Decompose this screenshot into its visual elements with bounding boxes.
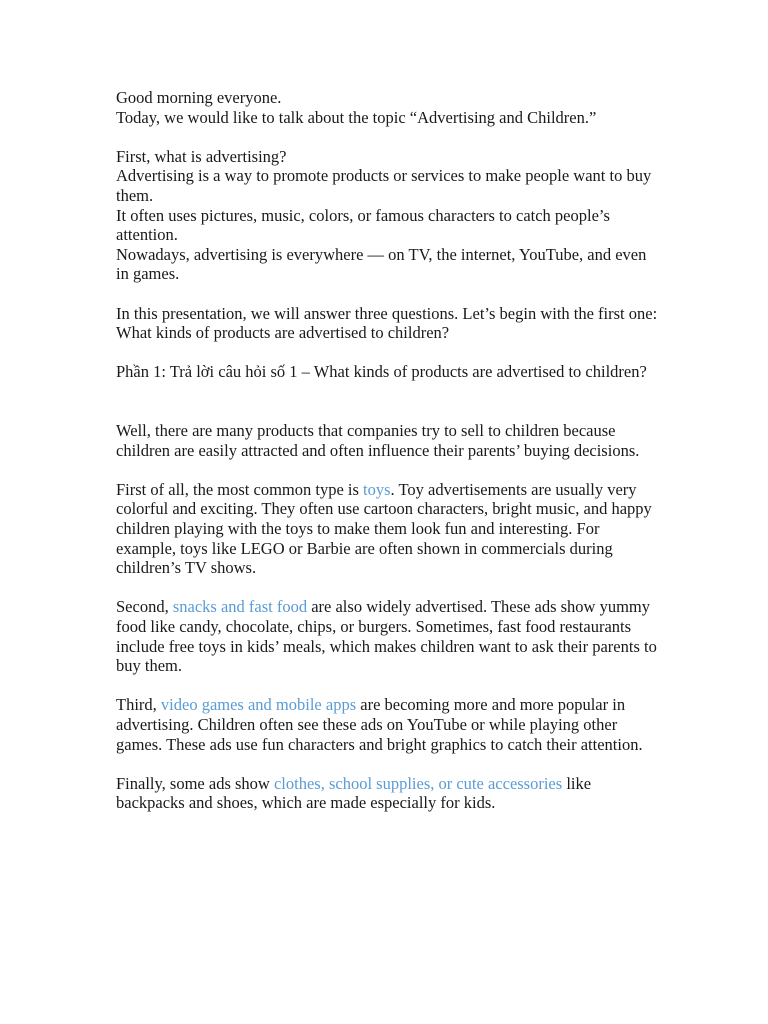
question-1-line: What kinds of products are advertised to children? [116, 323, 450, 343]
spacer [116, 578, 660, 598]
games-highlight: video games and mobile apps [160, 695, 357, 715]
spacer [116, 284, 660, 304]
toys-text-before: First of all, the most common type is [116, 479, 364, 499]
part-1-heading: Phần 1: Trả lời câu hỏi số 1 – What kinds of products are advertised to children? [116, 362, 647, 382]
everywhere-line: Nowadays, advertising is everywhere — on TV, the internet, YouTube, and even in games. [116, 244, 647, 284]
clothes-paragraph [116, 774, 660, 813]
greeting-line: Good morning everyone. [116, 88, 282, 107]
snacks-paragraph [116, 597, 660, 675]
spacer [116, 460, 660, 480]
toys-text-after: . Toy advertisements are usually very colorful and exciting. They often use cartoon characters, bright music, and happy children playing with the toys to make them look fun and interesting. For example, toys like LEGO or Barbie are often shown in commercials during children’s TV shows. [116, 479, 652, 578]
clothes-highlight: clothes, school supplies, or cute accessories [273, 773, 563, 793]
clothes-text-before: Finally, some ads show [116, 773, 274, 793]
games-text-before: Third, [116, 695, 161, 715]
toys-highlight: toys [363, 479, 391, 499]
snacks-text-after: are also widely advertised. These ads show yummy food like candy, chocolate, chips, or burgers. Sometimes, fast food restaurants include free toys in kids’ meals, which makes children want to ask their parents to buy them. [116, 597, 657, 676]
plan-line: In this presentation, we will answer three questions. Let’s begin with the first one: [116, 303, 658, 323]
document-body [116, 88, 660, 813]
games-text-after: are becoming more and more popular in advertising. Children often see these ads on YouTube or while playing other games. These ads use fun characters and bright graphics to catch their attention. [116, 695, 643, 754]
games-paragraph [116, 695, 660, 754]
spacer [116, 343, 660, 363]
definition-line: Advertising is a way to promote products or services to make people want to buy them. [116, 166, 652, 205]
spacer [116, 382, 660, 421]
lead-paragraph: Well, there are many products that companies try to sell to children because children are easily attracted and often influence their parents’ buying decisions. [116, 421, 640, 460]
snacks-text-before: Second, [116, 597, 173, 617]
spacer [116, 676, 660, 696]
toys-paragraph [116, 480, 660, 578]
spacer [116, 127, 660, 147]
topic-line: Today, we would like to talk about the topic “Advertising and Children.” [116, 107, 597, 127]
snacks-highlight: snacks and fast food [172, 597, 308, 617]
methods-line: It often uses pictures, music, colors, or famous characters to catch people’s attention. [116, 205, 610, 245]
what-is-question: First, what is advertising? [116, 146, 287, 166]
spacer [116, 754, 660, 774]
clothes-text-after: like backpacks and shoes, which are made especially for kids. [116, 773, 592, 813]
